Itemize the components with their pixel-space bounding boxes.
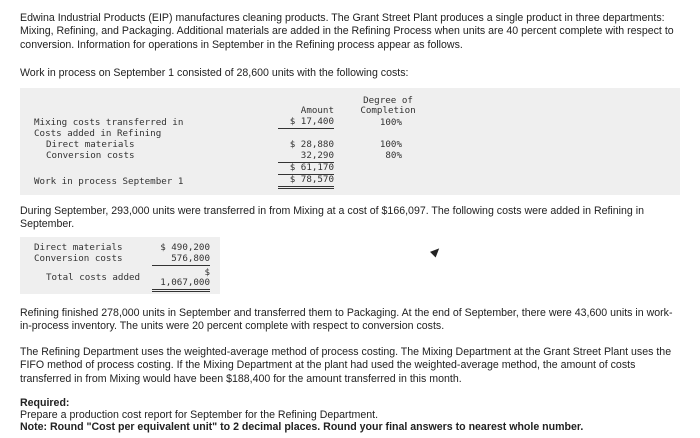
row-label-direct-materials: Direct materials: [46, 139, 135, 150]
row-degree-conversion: 80%: [385, 150, 402, 161]
row-label-mixing: Mixing costs transferred in: [34, 117, 184, 128]
row-amount-mixing: $ 17,400: [278, 117, 334, 129]
finished-paragraph: Refining finished 278,000 units in September and transferred them to Packaging. At the end of September, there were 43,600 units in work-in-process inventory. The units were 20 percent complete with respect to conversion costs.: [20, 307, 673, 333]
transfer-paragraph: During September, 293,000 units were transferred in from Mixing at a cost of $166,097. The following costs were added in Refining in September.: [20, 205, 645, 231]
mouse-pointer-icon: [430, 245, 442, 257]
row-label-costs-added: Costs added in Refining: [34, 128, 162, 139]
added-amount-direct-materials: $ 490,200: [160, 242, 210, 253]
row-degree-direct-materials: 100%: [379, 139, 402, 150]
subtotal-amount: $ 61,170: [278, 163, 334, 175]
added-label-direct-materials: Direct materials: [34, 242, 123, 253]
wip-intro-text: Work in process on September 1 consisted of 28,600 units with the following costs:: [20, 67, 409, 79]
row-amount-direct-materials: $ 28,880: [289, 139, 334, 150]
total-added-label: Total costs added: [46, 272, 141, 283]
added-label-conversion: Conversion costs: [34, 253, 123, 264]
required-label: Required:: [20, 397, 70, 409]
row-label-conversion: Conversion costs: [46, 150, 135, 161]
intro-paragraph: Edwina Industrial Products (EIP) manufactures cleaning products. The Grant Street Plant produces a single product in three departments: Mixing, Refining, and Packaging. Additional materials are added in the Refining Process when units are 40 percent complete with respect to conversion. Information for operations in September in the Refining process appear as follows.: [20, 12, 674, 51]
required-text: Prepare a production cost report for September for the Refining Department.: [20, 409, 379, 421]
method-paragraph: The Refining Department uses the weighted-average method of process costing. The Mixing Department at the Grant Street Plant uses the FIFO method of process costing. If the Mixing Department at the plant had used the weighted-average method, the amount of costs transferred in from Mixing would have been $188,400 for the amount transferred in this month.: [20, 346, 672, 385]
row-amount-conversion: 32,290: [278, 151, 334, 163]
wip-total-amount: $ 78,570: [278, 175, 334, 189]
header-degree-1: Degree of: [363, 95, 413, 106]
note-text: Note: Round "Cost per equivalent unit" to 2 decimal places. Round your final answers to nearest whole number.: [20, 421, 584, 433]
total-added-symbol: $: [204, 267, 210, 278]
header-degree-2: Completion: [360, 105, 416, 116]
added-amount-conversion: 576,800: [152, 254, 210, 266]
row-degree-mixing: 100%: [379, 117, 402, 128]
wip-total-label: Work in process September 1: [34, 176, 184, 187]
total-added-amount: 1,067,000: [152, 278, 210, 292]
header-amount: Amount: [300, 105, 334, 116]
